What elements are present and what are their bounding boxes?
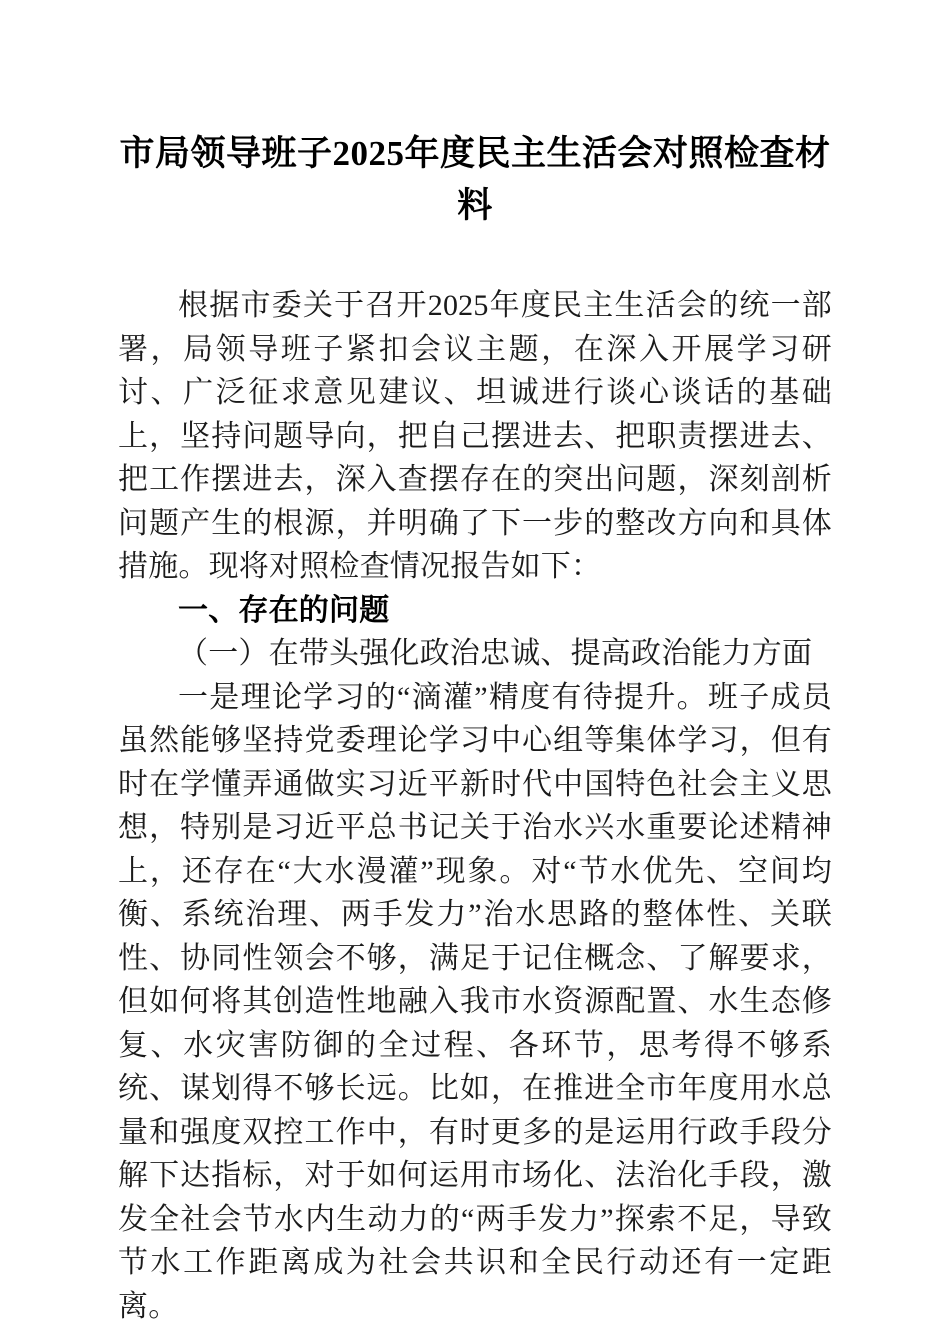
document-content xyxy=(118,0,832,1328)
paragraph-intro: 根据市委关于召开2025年度民主生活会的统一部署，局领导班子紧扣会议主题，在深入开展学习研讨、广泛征求意见建议、坦诚进行谈心谈话的基础上，坚持问题导向，把自己摆进去、把职责摆进去、把工作摆进去，深入查摆存在的突出问题，深刻剖析问题产生的根源，并明确了下一步的整改方向和具体措施。现将对照检查情况报告如下： xyxy=(118,289,832,583)
paragraph-theory-study: 一是理论学习的“滴灌”精度有待提升。班子成员虽然能够坚持党委理论学习中心组等集体学习，但有时在学懂弄通做实习近平新时代中国特色社会主义思想，特别是习近平总书记关于治水兴水重要论述精神上，还存在“大水漫灌”现象。对“节水优先、空间均衡、系统治理、两手发力”治水思路的整体性、关联性、协同性领会不够，满足于记住概念、了解要求，但如何将其创造性地融入我市水资源配置、水生态修复、水灾害防御的全过程、各环节，思考得不够系统、谋划得不够长远。比如，在推进全市年度用水总量和强度双控工作中，有时更多的是运用行政手段分解下达指标，对于如何运用市场化、法治化手段，激发全社会节水内生动力的“两手发力”探索不足，导致节水工作距离成为社会共识和全民行动还有一定距离。 xyxy=(118,680,832,1323)
section-heading-existing-problems: 一、存在的问题 xyxy=(178,593,390,627)
page-title: 市局领导班子2025年度民主生活会对照检查材料 xyxy=(119,134,831,225)
subsection-heading-political-loyalty: （一）在带头强化政治忠诚、提高政治能力方面 xyxy=(178,637,813,670)
